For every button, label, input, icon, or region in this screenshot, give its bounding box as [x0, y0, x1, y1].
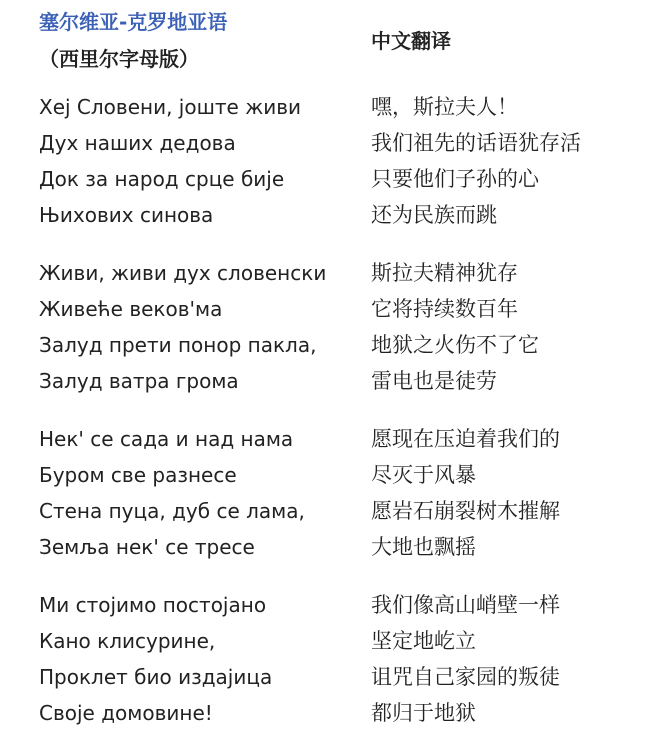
translation-line: 还为民族而跳: [371, 203, 497, 227]
lyric-line: Живеће веков'ма: [39, 297, 223, 321]
translation-line: 我们像高山峭壁一样: [371, 593, 560, 617]
translation-line: 坚定地屹立: [371, 629, 476, 653]
stanza-2-translation: [371, 255, 539, 399]
lyric-line: Проклет био издајица: [39, 665, 273, 689]
lyric-line: Нек' се сада и над нама: [39, 427, 294, 451]
translation-line: 愿岩石崩裂树木摧解: [371, 499, 560, 523]
lyric-line: Стена пуца, дуб се лама,: [39, 499, 305, 523]
translation-line: 尽灭于风暴: [371, 463, 476, 487]
lyric-line: Залуд ватра грома: [39, 369, 239, 393]
stanza-4-original: [39, 587, 272, 731]
chinese-translation-header: 中文翻译: [371, 29, 451, 53]
lyric-line: Своје домовине!: [39, 701, 213, 725]
stanza-3-original: [39, 421, 305, 565]
translation-line: 它将持续数百年: [371, 297, 518, 321]
lyric-line: Док за народ срце бије: [39, 167, 285, 191]
lyric-line: Ми стојимо постојано: [39, 593, 267, 617]
lyric-line: Буром све разнесе: [39, 463, 237, 487]
translation-line: 嘿，斯拉夫人！: [371, 95, 518, 119]
lyric-line: Земља нек' се тресе: [39, 535, 255, 559]
stanza-1-original: [39, 89, 301, 233]
stanza-4-translation: [371, 587, 560, 731]
lyric-line: Кано клисурине,: [39, 629, 216, 653]
translation-line: 地狱之火伤不了它: [371, 333, 539, 357]
translation-line: 我们祖先的话语犹存活: [371, 131, 581, 155]
stanza-1-translation: [371, 89, 581, 233]
cyrillic-version-subtitle: （西里尔字母版）: [39, 47, 199, 71]
serbo-croatian-header-link[interactable]: 塞尔维亚-克罗地亚语: [39, 10, 228, 34]
translation-line: 诅咒自己家园的叛徒: [371, 665, 560, 689]
stanza-2-original: [39, 255, 326, 399]
lyric-line: Дух наших дедова: [39, 131, 236, 155]
lyric-line: Хеј Словени, јоште живи: [39, 95, 301, 119]
translation-line: 愿现在压迫着我们的: [371, 427, 560, 451]
translation-line: 大地也飘摇: [371, 535, 476, 559]
lyric-line: Њихових синова: [39, 203, 214, 227]
translation-line: 斯拉夫精神犹存: [371, 261, 518, 285]
lyric-line: Живи, живи дух словенски: [39, 261, 327, 285]
translation-line: 只要他们子孙的心: [371, 167, 539, 191]
translation-line: 雷电也是徒劳: [371, 369, 497, 393]
stanza-3-translation: [371, 421, 560, 565]
translation-line: 都归于地狱: [371, 701, 476, 725]
lyric-line: Залуд прети понор пакла,: [39, 333, 317, 357]
